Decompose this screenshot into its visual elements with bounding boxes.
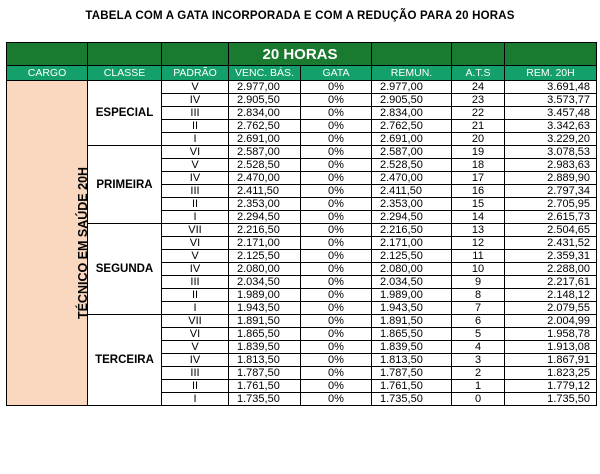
cell-venc-bas: 1.839,50 <box>229 341 301 354</box>
cell-gata: 0% <box>301 367 372 380</box>
cell-rem-20h: 3.078,53 <box>505 146 597 159</box>
cell-ats: 6 <box>452 315 505 328</box>
classe-cell: SEGUNDA <box>88 224 162 315</box>
cell-remun: 2.905,50 <box>372 94 452 107</box>
cell-gata: 0% <box>301 341 372 354</box>
cell-venc-bas: 2.691,00 <box>229 133 301 146</box>
cell-ats: 15 <box>452 198 505 211</box>
cell-padrao: IV <box>162 94 229 107</box>
cell-venc-bas: 1.865,50 <box>229 328 301 341</box>
cell-ats: 3 <box>452 354 505 367</box>
cell-venc-bas: 2.034,50 <box>229 276 301 289</box>
cell-remun: 2.587,00 <box>372 146 452 159</box>
cell-ats: 24 <box>452 81 505 94</box>
cell-gata: 0% <box>301 120 372 133</box>
cell-padrao: II <box>162 380 229 393</box>
cell-remun: 1.761,50 <box>372 380 452 393</box>
cell-venc-bas: 2.411,50 <box>229 185 301 198</box>
cell-ats: 5 <box>452 328 505 341</box>
header-gata: GATA <box>301 66 372 81</box>
cell-padrao: II <box>162 198 229 211</box>
salary-table <box>6 42 597 406</box>
cell-padrao: VI <box>162 146 229 159</box>
cell-padrao: III <box>162 185 229 198</box>
cell-ats: 13 <box>452 224 505 237</box>
cell-gata: 0% <box>301 224 372 237</box>
cell-gata: 0% <box>301 185 372 198</box>
cell-gata: 0% <box>301 302 372 315</box>
cell-gata: 0% <box>301 328 372 341</box>
cell-ats: 19 <box>452 146 505 159</box>
cell-padrao: VII <box>162 315 229 328</box>
cell-venc-bas: 1.989,00 <box>229 289 301 302</box>
cell-venc-bas: 2.470,00 <box>229 172 301 185</box>
cell-remun: 1.839,50 <box>372 341 452 354</box>
cell-ats: 20 <box>452 133 505 146</box>
cell-gata: 0% <box>301 198 372 211</box>
cell-remun: 2.691,00 <box>372 133 452 146</box>
cell-padrao: II <box>162 289 229 302</box>
cell-rem-20h: 1.958,78 <box>505 328 597 341</box>
cell-ats: 8 <box>452 289 505 302</box>
cell-rem-20h: 2.705,95 <box>505 198 597 211</box>
cell-gata: 0% <box>301 354 372 367</box>
cell-rem-20h: 2.288,00 <box>505 263 597 276</box>
classe-cell: TERCEIRA <box>88 315 162 406</box>
cell-rem-20h: 2.148,12 <box>505 289 597 302</box>
cell-remun: 2.411,50 <box>372 185 452 198</box>
cell-rem-20h: 3.229,20 <box>505 133 597 146</box>
cell-remun: 2.353,00 <box>372 198 452 211</box>
cell-rem-20h: 2.431,52 <box>505 237 597 250</box>
cell-ats: 0 <box>452 393 505 406</box>
document-title: TABELA COM A GATA INCORPORADA E COM A REDUÇÃO PARA 20 HORAS <box>85 10 515 22</box>
banner-title: 20 HORAS <box>229 43 372 66</box>
classe-cell: ESPECIAL <box>88 81 162 146</box>
cell-gata: 0% <box>301 289 372 302</box>
cell-ats: 2 <box>452 367 505 380</box>
cell-remun: 1.891,50 <box>372 315 452 328</box>
cell-remun: 2.034,50 <box>372 276 452 289</box>
cell-remun: 1.943,50 <box>372 302 452 315</box>
cell-venc-bas: 2.171,00 <box>229 237 301 250</box>
cell-rem-20h: 2.797,34 <box>505 185 597 198</box>
cell-padrao: VII <box>162 224 229 237</box>
cell-padrao: V <box>162 81 229 94</box>
cell-ats: 22 <box>452 107 505 120</box>
cell-padrao: II <box>162 120 229 133</box>
cell-venc-bas: 2.528,50 <box>229 159 301 172</box>
cell-padrao: V <box>162 341 229 354</box>
cell-padrao: IV <box>162 263 229 276</box>
cell-gata: 0% <box>301 133 372 146</box>
cell-remun: 2.834,00 <box>372 107 452 120</box>
cell-rem-20h: 1.913,08 <box>505 341 597 354</box>
cell-remun: 2.080,00 <box>372 263 452 276</box>
header-padrao: PADRÃO <box>162 66 229 81</box>
cell-rem-20h: 3.342,63 <box>505 120 597 133</box>
cell-venc-bas: 1.787,50 <box>229 367 301 380</box>
cell-ats: 17 <box>452 172 505 185</box>
cell-rem-20h: 3.691,48 <box>505 81 597 94</box>
cargo-cell <box>7 81 91 406</box>
cell-venc-bas: 2.216,50 <box>229 224 301 237</box>
cell-padrao: III <box>162 107 229 120</box>
cell-ats: 10 <box>452 263 505 276</box>
cell-ats: 9 <box>452 276 505 289</box>
cell-ats: 14 <box>452 211 505 224</box>
cell-gata: 0% <box>301 263 372 276</box>
cell-gata: 0% <box>301 250 372 263</box>
table-row <box>7 81 597 94</box>
cell-padrao: IV <box>162 172 229 185</box>
cell-venc-bas: 2.905,50 <box>229 94 301 107</box>
cell-ats: 1 <box>452 380 505 393</box>
cell-rem-20h: 3.573,77 <box>505 94 597 107</box>
cell-padrao: VI <box>162 237 229 250</box>
cell-venc-bas: 2.080,00 <box>229 263 301 276</box>
cell-rem-20h: 1.823,25 <box>505 367 597 380</box>
cell-ats: 12 <box>452 237 505 250</box>
header-classe: CLASSE <box>88 66 162 81</box>
classe-cell: PRIMEIRA <box>88 146 162 224</box>
cell-rem-20h: 2.359,31 <box>505 250 597 263</box>
cell-rem-20h: 1.779,12 <box>505 380 597 393</box>
cell-gata: 0% <box>301 315 372 328</box>
cell-venc-bas: 2.587,00 <box>229 146 301 159</box>
cell-venc-bas: 1.761,50 <box>229 380 301 393</box>
cell-remun: 2.294,50 <box>372 211 452 224</box>
cell-remun: 1.813,50 <box>372 354 452 367</box>
cell-rem-20h: 2.217,61 <box>505 276 597 289</box>
cell-padrao: III <box>162 367 229 380</box>
cell-remun: 2.528,50 <box>372 159 452 172</box>
cell-ats: 7 <box>452 302 505 315</box>
cell-venc-bas: 2.977,00 <box>229 81 301 94</box>
cell-padrao: I <box>162 302 229 315</box>
cell-padrao: I <box>162 211 229 224</box>
cell-rem-20h: 2.504,65 <box>505 224 597 237</box>
cell-venc-bas: 2.125,50 <box>229 250 301 263</box>
cell-gata: 0% <box>301 380 372 393</box>
cell-rem-20h: 2.004,99 <box>505 315 597 328</box>
cell-gata: 0% <box>301 146 372 159</box>
cell-venc-bas: 2.834,00 <box>229 107 301 120</box>
cell-remun: 2.171,00 <box>372 237 452 250</box>
cell-remun: 2.762,50 <box>372 120 452 133</box>
cell-ats: 16 <box>452 185 505 198</box>
cell-remun: 1.865,50 <box>372 328 452 341</box>
cell-remun: 2.216,50 <box>372 224 452 237</box>
cell-padrao: III <box>162 276 229 289</box>
cell-ats: 23 <box>452 94 505 107</box>
table-row <box>7 315 597 328</box>
cell-padrao: V <box>162 250 229 263</box>
cell-venc-bas: 2.294,50 <box>229 211 301 224</box>
cell-gata: 0% <box>301 276 372 289</box>
cell-rem-20h: 1.735,50 <box>505 393 597 406</box>
cell-ats: 11 <box>452 250 505 263</box>
cell-gata: 0% <box>301 172 372 185</box>
cargo-label: TÉCNICO EM SAÚDE 20H <box>76 166 91 320</box>
cell-rem-20h: 2.889,90 <box>505 172 597 185</box>
cell-gata: 0% <box>301 237 372 250</box>
cell-venc-bas: 1.891,50 <box>229 315 301 328</box>
header-row <box>7 66 597 81</box>
cell-rem-20h: 2.983,63 <box>505 159 597 172</box>
cell-padrao: VI <box>162 328 229 341</box>
cell-remun: 1.735,50 <box>372 393 452 406</box>
cell-rem-20h: 3.457,48 <box>505 107 597 120</box>
cell-venc-bas: 2.762,50 <box>229 120 301 133</box>
cell-venc-bas: 2.353,00 <box>229 198 301 211</box>
cell-rem-20h: 2.615,73 <box>505 211 597 224</box>
header-cargo: CARGO <box>7 66 88 81</box>
cell-remun: 2.470,00 <box>372 172 452 185</box>
cell-gata: 0% <box>301 81 372 94</box>
cell-rem-20h: 2.079,55 <box>505 302 597 315</box>
cell-padrao: I <box>162 393 229 406</box>
cell-remun: 2.125,50 <box>372 250 452 263</box>
header-rem-20h: REM. 20H <box>505 66 597 81</box>
header-venc-bas: VENC. BÁS. <box>229 66 301 81</box>
header-ats: A.T.S <box>452 66 505 81</box>
cell-ats: 21 <box>452 120 505 133</box>
cell-gata: 0% <box>301 159 372 172</box>
cell-venc-bas: 1.813,50 <box>229 354 301 367</box>
cell-remun: 1.787,50 <box>372 367 452 380</box>
cell-venc-bas: 1.943,50 <box>229 302 301 315</box>
cell-padrao: V <box>162 159 229 172</box>
table-row <box>7 146 597 159</box>
cell-remun: 2.977,00 <box>372 81 452 94</box>
cell-gata: 0% <box>301 94 372 107</box>
cell-remun: 1.989,00 <box>372 289 452 302</box>
cell-ats: 4 <box>452 341 505 354</box>
cell-gata: 0% <box>301 393 372 406</box>
cell-padrao: I <box>162 133 229 146</box>
cell-gata: 0% <box>301 211 372 224</box>
cell-rem-20h: 1.867,91 <box>505 354 597 367</box>
banner-row <box>7 43 597 66</box>
table-row <box>7 224 597 237</box>
header-remun: REMUN. <box>372 66 452 81</box>
cell-gata: 0% <box>301 107 372 120</box>
cell-venc-bas: 1.735,50 <box>229 393 301 406</box>
cell-padrao: IV <box>162 354 229 367</box>
cell-ats: 18 <box>452 159 505 172</box>
